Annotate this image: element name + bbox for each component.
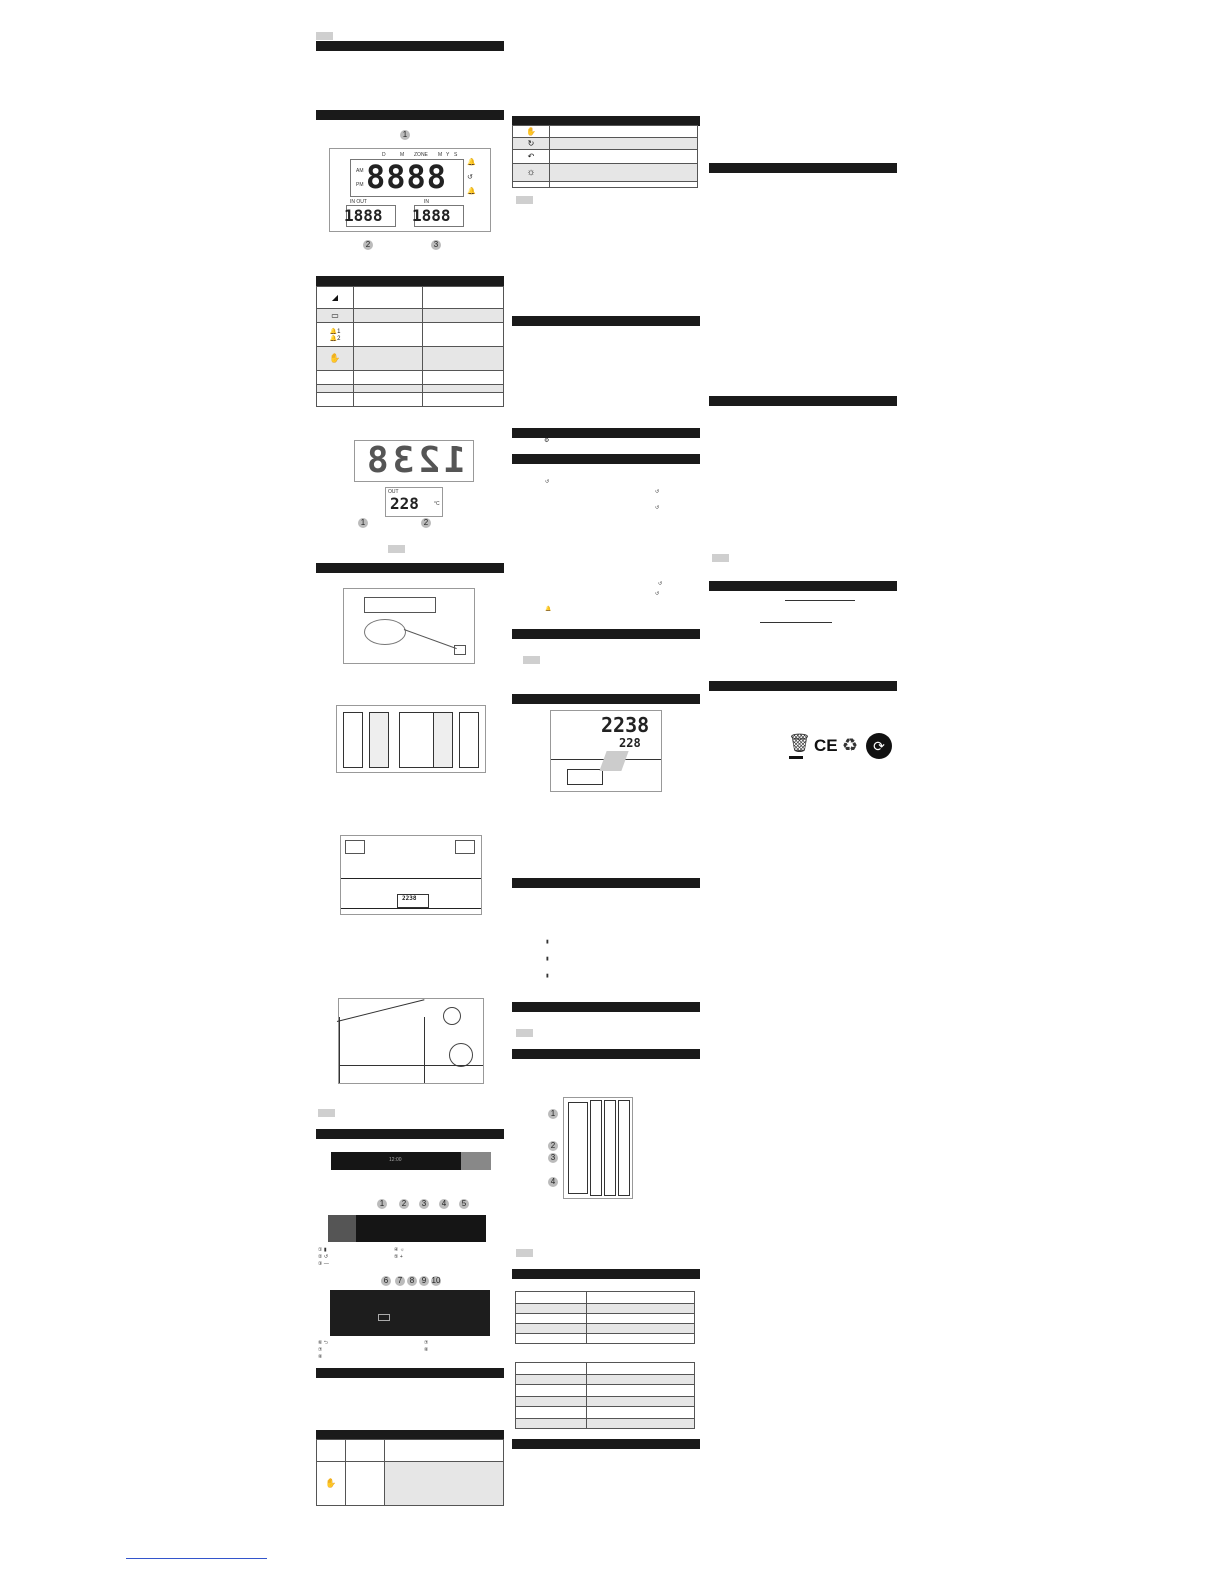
- snooze-small-icon: ↺: [655, 489, 660, 495]
- snooze-hand-icon: ✋: [317, 347, 354, 371]
- callout-5: 5: [459, 1199, 469, 1209]
- bin-underline: [789, 756, 803, 759]
- callout-3: 3: [419, 1199, 429, 1209]
- button-legend-4: ④ ☼: [394, 1247, 405, 1253]
- language-tag: [316, 32, 333, 40]
- projected-temp-digits: 228: [390, 494, 419, 513]
- section-header-bar: [512, 878, 700, 888]
- section-header-bar: [709, 581, 897, 591]
- hand-icon: ✋: [513, 126, 550, 138]
- snooze-small-icon: ↺: [545, 479, 550, 485]
- alarm-icons: 🔔1 🔔2: [317, 323, 354, 347]
- back-legend-8: ⑧: [318, 1354, 323, 1360]
- note-tag: [712, 554, 729, 562]
- indoor-temp-digits: 1888: [344, 206, 383, 225]
- refresh-icon: ↻: [513, 138, 550, 150]
- recycle-icon: ♻: [842, 735, 859, 755]
- callout-2: 2: [548, 1141, 558, 1151]
- back-legend-7: ⑦: [318, 1347, 323, 1353]
- clock-top-view: [331, 1152, 491, 1170]
- indicator-m: M: [400, 152, 405, 158]
- spec-table-2: [515, 1362, 695, 1429]
- callout-10: 10: [431, 1276, 441, 1285]
- outdoor-label: IN: [424, 199, 429, 205]
- alarm-1-icon: 🔔: [467, 159, 476, 166]
- underline-link[interactable]: [760, 622, 832, 623]
- signal-icon: ◢: [317, 287, 354, 309]
- section-header-bar: [512, 1049, 700, 1059]
- alarm-2-icon: 🔔: [467, 188, 476, 195]
- callout-1: 1: [548, 1109, 558, 1119]
- section-header-bar: [316, 1129, 504, 1139]
- callout-3: 3: [548, 1153, 558, 1163]
- button-legend-3: ③ —: [318, 1261, 329, 1267]
- bell-small-icon: 🔔: [545, 606, 552, 612]
- snooze-small-icon: ↺: [655, 505, 660, 511]
- callout-1: 1: [358, 518, 368, 528]
- section-header-bar: [709, 163, 897, 173]
- callout-6: 6: [381, 1276, 391, 1286]
- light-mode-table: [512, 125, 698, 188]
- gear-icon: ⚙: [544, 438, 550, 444]
- main-time-digits: 8888: [366, 158, 448, 196]
- snooze-hand-icon: ✋: [317, 1462, 346, 1506]
- indicator-zone: ZONE: [414, 152, 428, 158]
- note-tag: [388, 545, 405, 553]
- section-header-bar: [316, 110, 504, 120]
- power-adapter-figure: [343, 588, 475, 664]
- button-legend-5: ⑤ +: [394, 1254, 403, 1260]
- back-legend-6: ⑥ ⮌: [318, 1340, 328, 1346]
- note-tag: [516, 1249, 533, 1257]
- sun-icon: ☼: [513, 164, 550, 182]
- section-header-bar: [512, 316, 700, 326]
- indicator-s: S: [454, 152, 458, 158]
- thermometer-icon: ▮: [546, 973, 549, 979]
- snooze-table: [316, 1439, 504, 1506]
- section-header-bar: [316, 1368, 504, 1378]
- indicator-d: D: [382, 152, 386, 158]
- ceiling-time: 2238: [402, 895, 417, 902]
- snooze-icon: ↺: [467, 174, 473, 181]
- section-header-bar: [316, 563, 504, 573]
- projected-temp: 228: [619, 736, 641, 750]
- projection-ceiling-figure: [550, 710, 662, 792]
- back-legend-10: ⑧: [424, 1347, 429, 1353]
- note-tag: [318, 1109, 335, 1117]
- callout-8: 8: [407, 1276, 417, 1286]
- callout-4: 4: [439, 1199, 449, 1209]
- outdoor-sensor-figure: [563, 1097, 633, 1199]
- button-legend-2: ② ↺: [318, 1254, 329, 1260]
- section-header-bar: [512, 1439, 700, 1449]
- indoor-label: IN OUT: [350, 199, 367, 205]
- lcd-display-figure: [329, 148, 491, 232]
- pm-indicator: PM: [356, 182, 364, 188]
- callout-2: 2: [421, 518, 431, 528]
- icon-legend-table: [316, 286, 504, 407]
- section-header-bar: [512, 629, 700, 639]
- callout-1: 1: [400, 130, 410, 140]
- note-tag: [516, 196, 533, 204]
- outdoor-temp-digits: 1888: [412, 206, 451, 225]
- section-header-bar: [512, 454, 700, 464]
- callout-2: 2: [363, 240, 373, 250]
- ce-mark: CE: [814, 736, 838, 755]
- green-dot-icon: ⟳: [866, 733, 892, 759]
- snooze-small-icon: ↺: [658, 581, 663, 587]
- battery-icon: ▭: [317, 309, 354, 323]
- projection-temp-panel: [385, 487, 443, 517]
- indicator-y: Y: [446, 152, 450, 158]
- out-label: OUT: [388, 489, 399, 495]
- house-placement-figure: [338, 998, 484, 1084]
- clock-button-panel: [328, 1215, 486, 1242]
- section-header-bar: [709, 396, 897, 406]
- battery-install-figure: [336, 705, 486, 773]
- button-legend-1: ① ▮: [318, 1247, 327, 1253]
- section-header-bar: [709, 681, 897, 691]
- callout-9: 9: [419, 1276, 429, 1286]
- callout-2: 2: [399, 1199, 409, 1209]
- callout-3: 3: [431, 240, 441, 250]
- footer-link[interactable]: [126, 1558, 267, 1559]
- section-header-bar: [512, 1002, 700, 1012]
- section-header-bar: [512, 694, 700, 704]
- unit-label: °C: [434, 501, 440, 507]
- am-indicator: AM: [356, 168, 364, 174]
- spec-table-1: [515, 1291, 695, 1344]
- projection-time-panel: [354, 440, 474, 482]
- section-header-bar: [512, 1269, 700, 1279]
- crossed-bin-icon: 🗑: [788, 733, 811, 753]
- callout-4: 4: [548, 1177, 558, 1187]
- underline-link[interactable]: [785, 600, 855, 601]
- ceiling-projection-figure: [340, 835, 482, 915]
- top-view-label: 12:00: [389, 1157, 402, 1163]
- indicator-m2: M: [438, 152, 443, 158]
- arc-icon: ↶: [513, 150, 550, 164]
- thermometer-icon: ▮: [546, 956, 549, 962]
- projected-time: 2238: [601, 713, 650, 737]
- callout-7: 7: [395, 1276, 405, 1286]
- projected-time-digits: 1238: [363, 440, 466, 481]
- snooze-small-icon: ↺: [655, 591, 660, 597]
- section-header-bar: [512, 428, 700, 438]
- section-header-bar: [316, 41, 504, 51]
- callout-1: 1: [377, 1199, 387, 1209]
- back-legend-9: ⑦: [424, 1340, 429, 1346]
- clock-back-panel: [330, 1290, 490, 1336]
- note-tag: [516, 1029, 533, 1037]
- section-header-bar: [316, 276, 504, 286]
- thermometer-icon: ▮: [546, 939, 549, 945]
- note-tag: [523, 656, 540, 664]
